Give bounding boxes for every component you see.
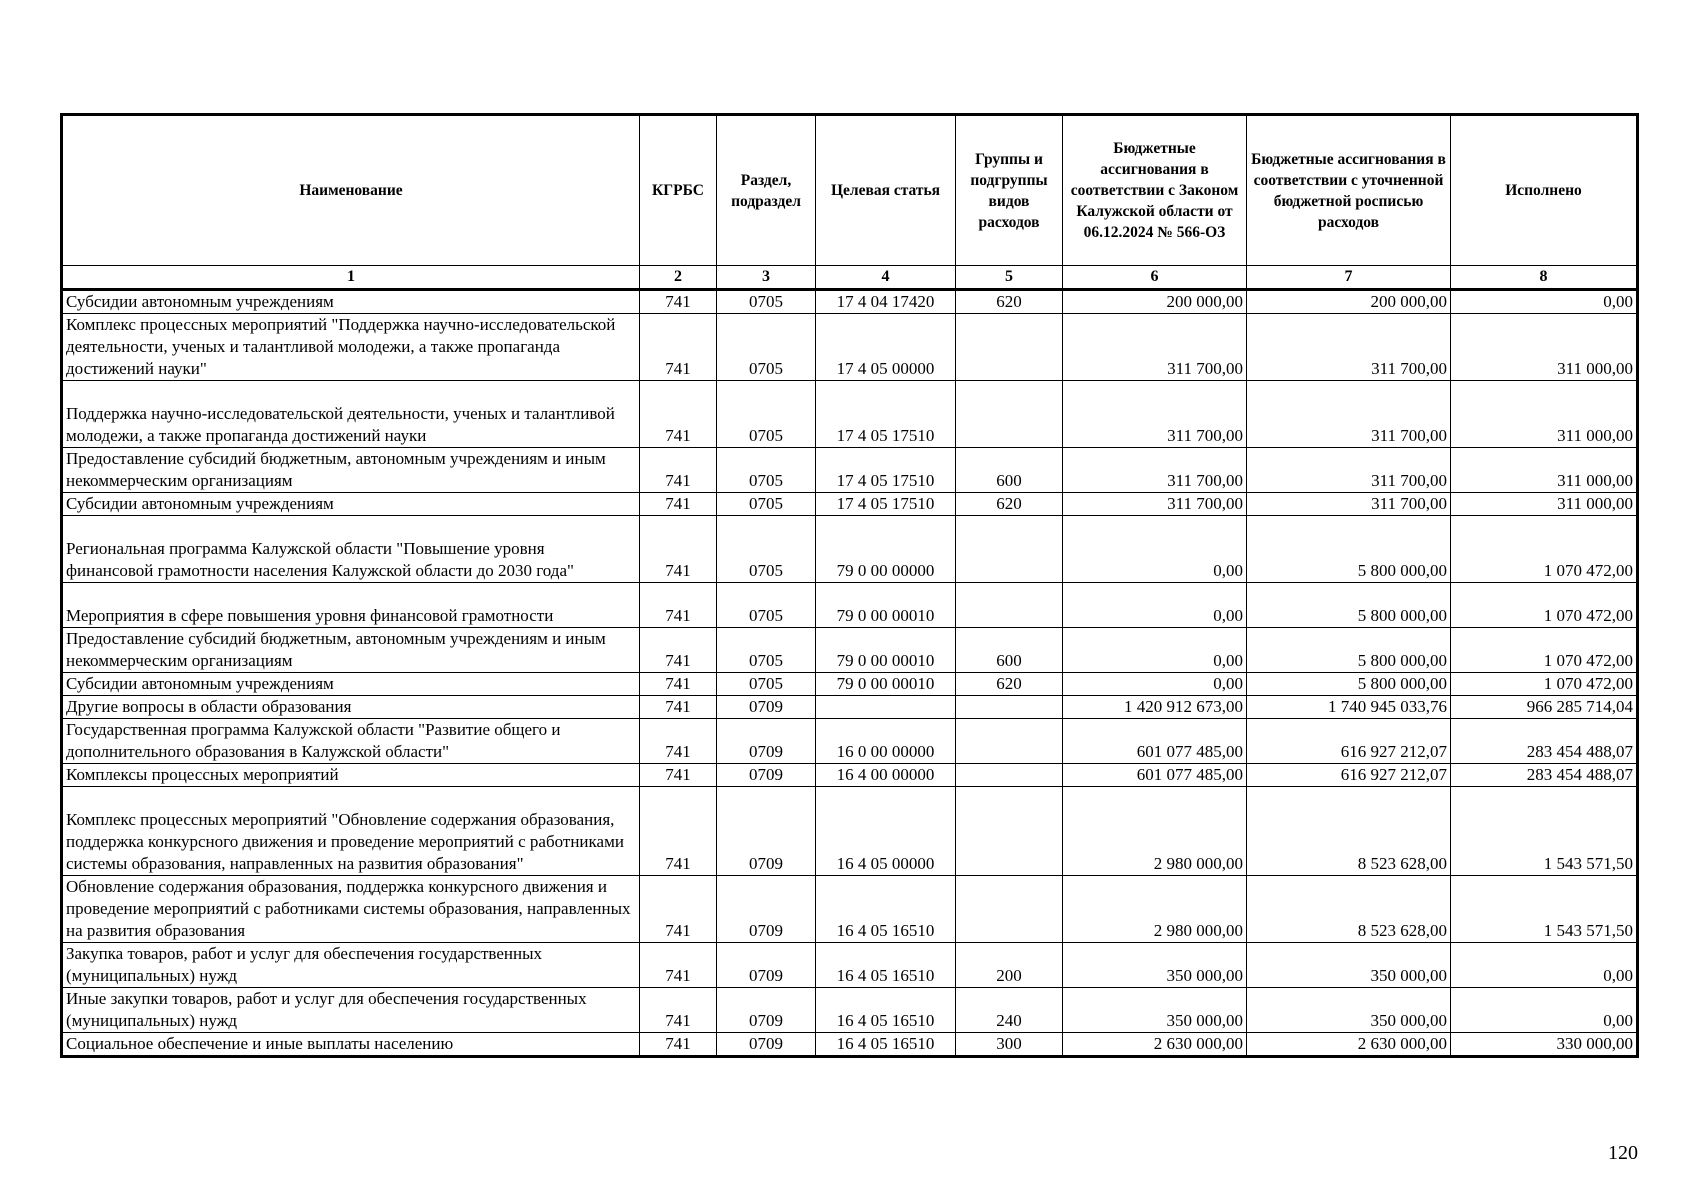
row-law-allocation: 2 980 000,00 — [1063, 876, 1247, 943]
column-number: 7 — [1247, 266, 1451, 290]
row-target-article: 16 4 05 16510 — [816, 988, 956, 1033]
row-name: Субсидии автономным учреждениям — [62, 673, 640, 696]
row-refined-allocation: 311 700,00 — [1247, 314, 1451, 381]
row-name: Поддержка научно-исследовательской деятельности, ученых и талантливой молодежи, а также пропаганда достижений науки — [62, 381, 640, 448]
row-name: Комплексы процессных мероприятий — [62, 764, 640, 787]
header-row — [62, 115, 1638, 266]
row-section: 0705 — [717, 628, 816, 673]
table-row — [62, 516, 1638, 583]
row-target-article: 16 0 00 00000 — [816, 719, 956, 764]
row-section: 0705 — [717, 314, 816, 381]
row-target-article: 17 4 04 17420 — [816, 290, 956, 314]
row-refined-allocation: 5 800 000,00 — [1247, 583, 1451, 628]
column-number: 5 — [956, 266, 1063, 290]
row-name: Иные закупки товаров, работ и услуг для обеспечения государственных (муниципальных) нужд — [62, 988, 640, 1033]
row-name: Комплекс процессных мероприятий "Поддержка научно-исследовательской деятельности, ученых и талантливой молодежи, а также пропаганда достижений науки" — [62, 314, 640, 381]
row-name: Социальное обеспечение и иные выплаты населению — [62, 1033, 640, 1057]
row-refined-allocation: 2 630 000,00 — [1247, 1033, 1451, 1057]
row-name: Региональная программа Калужской области "Повышение уровня финансовой грамотности населения Калужской области до 2030 года" — [62, 516, 640, 583]
row-law-allocation: 311 700,00 — [1063, 381, 1247, 448]
row-executed: 0,00 — [1451, 943, 1638, 988]
row-executed: 283 454 488,07 — [1451, 764, 1638, 787]
row-law-allocation: 2 980 000,00 — [1063, 787, 1247, 876]
table-row — [62, 448, 1638, 493]
row-executed: 1 070 472,00 — [1451, 673, 1638, 696]
row-kgrbs: 741 — [640, 381, 717, 448]
row-expense-group — [956, 516, 1063, 583]
table-row — [62, 628, 1638, 673]
row-refined-allocation: 350 000,00 — [1247, 943, 1451, 988]
row-target-article — [816, 696, 956, 719]
table-row — [62, 696, 1638, 719]
row-law-allocation: 1 420 912 673,00 — [1063, 696, 1247, 719]
row-expense-group — [956, 381, 1063, 448]
row-section: 0709 — [717, 943, 816, 988]
row-law-allocation: 2 630 000,00 — [1063, 1033, 1247, 1057]
row-kgrbs: 741 — [640, 764, 717, 787]
column-number-row — [62, 266, 1638, 290]
row-kgrbs: 741 — [640, 314, 717, 381]
row-executed: 0,00 — [1451, 290, 1638, 314]
row-expense-group — [956, 764, 1063, 787]
row-name: Комплекс процессных мероприятий "Обновление содержания образования, поддержка конкурсного движения и проведение мероприятий с работниками системы образования, направленных на развития образования" — [62, 787, 640, 876]
table-row — [62, 719, 1638, 764]
column-number: 6 — [1063, 266, 1247, 290]
row-executed: 1 070 472,00 — [1451, 628, 1638, 673]
row-law-allocation: 200 000,00 — [1063, 290, 1247, 314]
row-expense-group: 240 — [956, 988, 1063, 1033]
table-row — [62, 381, 1638, 448]
row-refined-allocation: 311 700,00 — [1247, 493, 1451, 516]
row-kgrbs: 741 — [640, 696, 717, 719]
row-name: Закупка товаров, работ и услуг для обеспечения государственных (муниципальных) нужд — [62, 943, 640, 988]
row-refined-allocation: 350 000,00 — [1247, 988, 1451, 1033]
row-section: 0709 — [717, 787, 816, 876]
row-executed: 311 000,00 — [1451, 448, 1638, 493]
table-row — [62, 493, 1638, 516]
row-section: 0709 — [717, 988, 816, 1033]
row-name: Обновление содержания образования, поддержка конкурсного движения и проведение мероприятий с работниками системы образования, направленных на развития образования — [62, 876, 640, 943]
row-kgrbs: 741 — [640, 988, 717, 1033]
table-row — [62, 314, 1638, 381]
row-law-allocation: 311 700,00 — [1063, 448, 1247, 493]
header-cell: Бюджетные ассигнования в соответствии с Законом Калужской области от 06.12.2024 № 566-ОЗ — [1063, 115, 1247, 266]
row-refined-allocation: 200 000,00 — [1247, 290, 1451, 314]
row-executed: 1 070 472,00 — [1451, 583, 1638, 628]
column-number: 2 — [640, 266, 717, 290]
row-expense-group: 620 — [956, 290, 1063, 314]
row-target-article: 16 4 00 00000 — [816, 764, 956, 787]
row-target-article: 17 4 05 17510 — [816, 493, 956, 516]
row-kgrbs: 741 — [640, 1033, 717, 1057]
row-executed: 330 000,00 — [1451, 1033, 1638, 1057]
row-expense-group — [956, 696, 1063, 719]
row-section: 0705 — [717, 448, 816, 493]
row-refined-allocation: 5 800 000,00 — [1247, 628, 1451, 673]
row-expense-group: 300 — [956, 1033, 1063, 1057]
table-row — [62, 876, 1638, 943]
table-row — [62, 290, 1638, 314]
row-law-allocation: 350 000,00 — [1063, 988, 1247, 1033]
row-law-allocation: 350 000,00 — [1063, 943, 1247, 988]
row-expense-group: 620 — [956, 673, 1063, 696]
page-number: 120 — [1608, 1142, 1638, 1164]
row-section: 0705 — [717, 516, 816, 583]
header-cell: Бюджетные ассигнования в соответствии с уточненной бюджетной росписью расходов — [1247, 115, 1451, 266]
table-row — [62, 673, 1638, 696]
header-cell: Группы и подгруппы видов расходов — [956, 115, 1063, 266]
row-target-article: 17 4 05 00000 — [816, 314, 956, 381]
header-cell: Наименование — [62, 115, 640, 266]
row-expense-group — [956, 719, 1063, 764]
row-expense-group: 620 — [956, 493, 1063, 516]
row-section: 0705 — [717, 493, 816, 516]
row-kgrbs: 741 — [640, 290, 717, 314]
row-kgrbs: 741 — [640, 876, 717, 943]
row-target-article: 16 4 05 00000 — [816, 787, 956, 876]
row-refined-allocation: 616 927 212,07 — [1247, 764, 1451, 787]
row-executed: 311 000,00 — [1451, 381, 1638, 448]
row-target-article: 16 4 05 16510 — [816, 1033, 956, 1057]
row-law-allocation: 311 700,00 — [1063, 493, 1247, 516]
row-kgrbs: 741 — [640, 787, 717, 876]
row-law-allocation: 0,00 — [1063, 516, 1247, 583]
row-executed: 1 543 571,50 — [1451, 787, 1638, 876]
row-target-article: 16 4 05 16510 — [816, 876, 956, 943]
header-cell: Раздел, подраздел — [717, 115, 816, 266]
row-kgrbs: 741 — [640, 673, 717, 696]
row-executed: 966 285 714,04 — [1451, 696, 1638, 719]
row-section: 0709 — [717, 696, 816, 719]
row-target-article: 17 4 05 17510 — [816, 448, 956, 493]
row-refined-allocation: 5 800 000,00 — [1247, 516, 1451, 583]
row-target-article: 17 4 05 17510 — [816, 381, 956, 448]
row-refined-allocation: 1 740 945 033,76 — [1247, 696, 1451, 719]
row-refined-allocation: 8 523 628,00 — [1247, 787, 1451, 876]
row-executed: 283 454 488,07 — [1451, 719, 1638, 764]
row-kgrbs: 741 — [640, 943, 717, 988]
row-expense-group: 600 — [956, 448, 1063, 493]
table-row — [62, 988, 1638, 1033]
row-law-allocation: 0,00 — [1063, 673, 1247, 696]
row-expense-group: 600 — [956, 628, 1063, 673]
row-target-article: 79 0 00 00010 — [816, 583, 956, 628]
row-kgrbs: 741 — [640, 448, 717, 493]
row-kgrbs: 741 — [640, 516, 717, 583]
header-cell: КГРБС — [640, 115, 717, 266]
row-section: 0705 — [717, 673, 816, 696]
row-expense-group: 200 — [956, 943, 1063, 988]
column-number: 8 — [1451, 266, 1638, 290]
row-target-article: 79 0 00 00010 — [816, 673, 956, 696]
column-number: 1 — [62, 266, 640, 290]
column-number: 3 — [717, 266, 816, 290]
row-law-allocation: 601 077 485,00 — [1063, 719, 1247, 764]
row-section: 0705 — [717, 583, 816, 628]
table-row — [62, 1033, 1638, 1057]
row-law-allocation: 601 077 485,00 — [1063, 764, 1247, 787]
row-law-allocation: 0,00 — [1063, 583, 1247, 628]
header-cell: Целевая статья — [816, 115, 956, 266]
row-target-article: 79 0 00 00000 — [816, 516, 956, 583]
row-name: Государственная программа Калужской области "Развитие общего и дополнительного образования в Калужской области" — [62, 719, 640, 764]
row-executed: 1 070 472,00 — [1451, 516, 1638, 583]
row-name: Предоставление субсидий бюджетным, автономным учреждениям и иным некоммерческим организациям — [62, 448, 640, 493]
header-cell: Исполнено — [1451, 115, 1638, 266]
row-section: 0709 — [717, 1033, 816, 1057]
table-row — [62, 583, 1638, 628]
row-refined-allocation: 311 700,00 — [1247, 448, 1451, 493]
table-row — [62, 943, 1638, 988]
row-expense-group — [956, 787, 1063, 876]
row-refined-allocation: 8 523 628,00 — [1247, 876, 1451, 943]
row-section: 0709 — [717, 876, 816, 943]
row-executed: 1 543 571,50 — [1451, 876, 1638, 943]
row-name: Субсидии автономным учреждениям — [62, 493, 640, 516]
row-law-allocation: 0,00 — [1063, 628, 1247, 673]
row-law-allocation: 311 700,00 — [1063, 314, 1247, 381]
row-name: Другие вопросы в области образования — [62, 696, 640, 719]
row-refined-allocation: 616 927 212,07 — [1247, 719, 1451, 764]
row-expense-group — [956, 583, 1063, 628]
row-section: 0705 — [717, 290, 816, 314]
row-section: 0709 — [717, 719, 816, 764]
row-kgrbs: 741 — [640, 719, 717, 764]
row-name: Предоставление субсидий бюджетным, автономным учреждениям и иным некоммерческим организациям — [62, 628, 640, 673]
row-expense-group — [956, 314, 1063, 381]
table-row — [62, 764, 1638, 787]
row-target-article: 79 0 00 00010 — [816, 628, 956, 673]
row-kgrbs: 741 — [640, 493, 717, 516]
column-number: 4 — [816, 266, 956, 290]
row-executed: 311 000,00 — [1451, 314, 1638, 381]
row-refined-allocation: 5 800 000,00 — [1247, 673, 1451, 696]
row-name: Мероприятия в сфере повышения уровня финансовой грамотности — [62, 583, 640, 628]
row-executed: 0,00 — [1451, 988, 1638, 1033]
row-kgrbs: 741 — [640, 628, 717, 673]
row-expense-group — [956, 876, 1063, 943]
row-refined-allocation: 311 700,00 — [1247, 381, 1451, 448]
row-section: 0709 — [717, 764, 816, 787]
table-row — [62, 787, 1638, 876]
row-target-article: 16 4 05 16510 — [816, 943, 956, 988]
row-name: Субсидии автономным учреждениям — [62, 290, 640, 314]
row-kgrbs: 741 — [640, 583, 717, 628]
row-executed: 311 000,00 — [1451, 493, 1638, 516]
budget-table — [60, 113, 1639, 1058]
table-body — [62, 290, 1638, 1057]
row-section: 0705 — [717, 381, 816, 448]
